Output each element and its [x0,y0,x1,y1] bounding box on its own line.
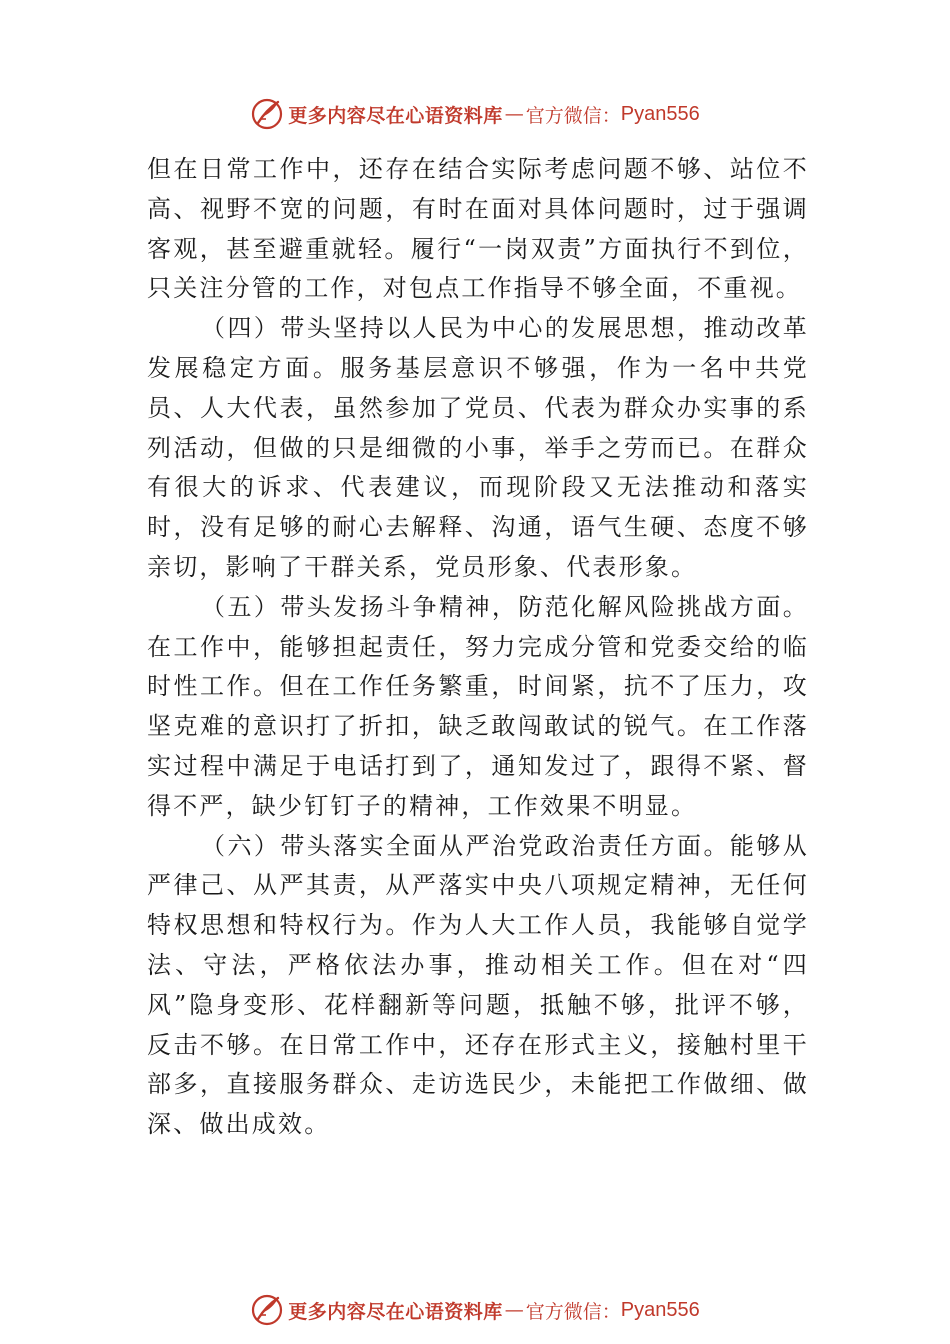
document-body [147,150,809,1145]
paragraph-section-5: （五）带头发扬斗争精神，防范化解风险挑战方面。在工作中，能够担起责任，努力完成分管和党委交给的临时性工作。但在工作任务繁重，时间紧，抗不了压力，攻坚克难的意识打了折扣，缺乏敢闯敢试的锐气。在工作落实过程中满足于电话打到了，通知发过了，跟得不紧、督得不严，缺少钉钉子的精神，工作效果不明显。 [147,592,809,820]
banner-wechat-id: Pyan556 [620,102,700,125]
banner-brand-text: 更多内容尽在心语资料库 [288,104,503,127]
paragraph-section-4: （四）带头坚持以人民为中心的发展思想，推动改革发展稳定方面。服务基层意识不够强，作为一名中共党员、人大代表，虽然参加了党员、代表为群众办实事的系列活动，但做的只是细微的小事，举手之劳而已。在群众有很大的诉求、代表建议，而现阶段又无法推动和落实时，没有足够的耐心去解释、沟通，语气生硬、态度不够亲切，影响了干群关系，党员形象、代表形象。 [147,314,809,581]
banner-wechat-label: 官方微信： [525,1300,621,1323]
banner-separator: — [504,1299,524,1321]
paragraph-section-6: （六）带头落实全面从严治党政治责任方面。能够从严律己、从严其责，从严落实中央八项规定精神，无任何特权思想和特权行为。作为人大工作人员，我能够自觉学法、守法，严格依法办事，推动相关工作。但在对“四风”隐身变形、花样翻新等问题，抵触不够，批评不够，反击不够。在日常工作中，还存在形式主义，接触村里干部多，直接服务群众、走访选民少，未能把工作做细、做深、做出成效。 [147,831,809,1139]
header-banner [0,94,950,134]
paragraph-continued: 但在日常工作中，还存在结合实际考虑问题不够、站位不高、视野不宽的问题，有时在面对具体问题时，过于强调客观，甚至避重就轻。履行“一岗双责”方面执行不到位，只关注分管的工作，对包点工作指导不够全面，不重视。 [147,155,809,303]
quill-logo-icon [250,1293,284,1327]
banner-wechat-id: Pyan556 [620,1298,700,1321]
footer-banner [0,1290,950,1330]
banner-separator: — [504,103,524,125]
banner-wechat-label: 官方微信： [525,104,621,127]
quill-logo-icon [250,97,284,131]
banner-brand-text: 更多内容尽在心语资料库 [288,1300,503,1323]
